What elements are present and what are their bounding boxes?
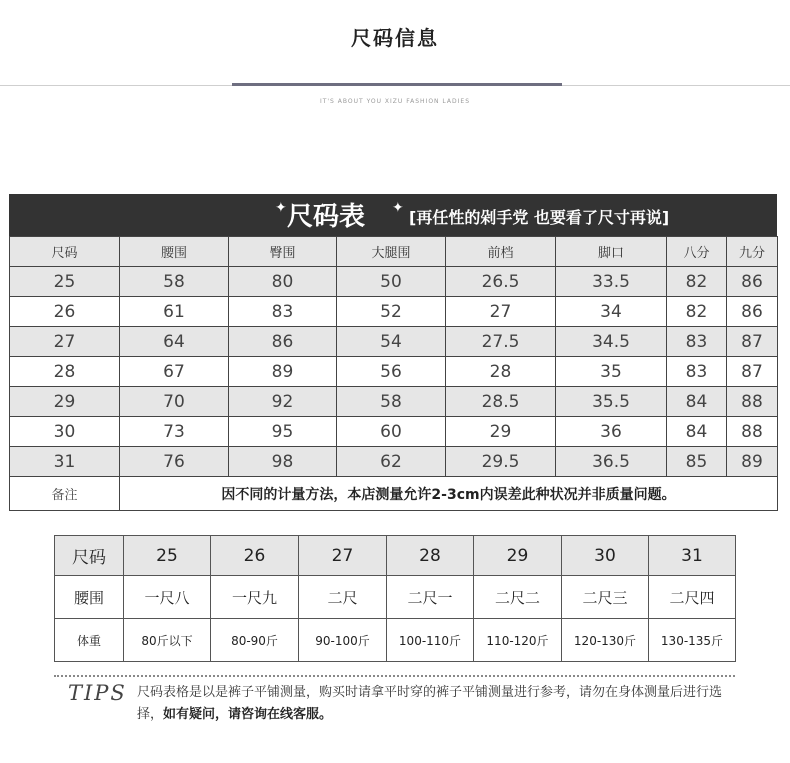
- row-label: 尺码: [55, 536, 124, 576]
- column-header: 腰围: [120, 237, 229, 267]
- table-row: [10, 387, 778, 417]
- sparkle-left-icon: ✦: [275, 200, 287, 216]
- table-cell: 二尺四: [649, 576, 736, 619]
- table-cell: 36: [556, 417, 667, 447]
- size-table-banner: [9, 194, 777, 236]
- column-header: 脚口: [556, 237, 667, 267]
- table-cell: 84: [667, 387, 727, 417]
- table-cell: 二尺一: [387, 576, 474, 619]
- table-cell: 80: [229, 267, 337, 297]
- table-cell: 110-120斤: [474, 619, 562, 662]
- tips-text-emphasis: 如有疑问，请咨询在线客服。: [163, 707, 333, 722]
- table-cell: 一尺八: [124, 576, 211, 619]
- size-table-subtitle: [再任性的剁手党 也要看了尺寸再说]: [409, 208, 670, 227]
- table-cell: 95: [229, 417, 337, 447]
- weight-table-row: [55, 619, 736, 662]
- table-cell: 26.5: [446, 267, 556, 297]
- table-cell: 83: [667, 357, 727, 387]
- table-cell: 27: [446, 297, 556, 327]
- table-cell: 90-100斤: [299, 619, 387, 662]
- column-header: 九分: [727, 237, 778, 267]
- table-cell: 28: [446, 357, 556, 387]
- table-cell: 84: [667, 417, 727, 447]
- column-header: 尺码: [10, 237, 120, 267]
- table-cell: 76: [120, 447, 229, 477]
- table-cell: 29: [10, 387, 120, 417]
- table-cell: 二尺: [299, 576, 387, 619]
- page-title: 尺码信息: [351, 26, 439, 50]
- table-cell: 35.5: [556, 387, 667, 417]
- table-cell: 87: [727, 357, 778, 387]
- tips-divider: [54, 675, 735, 677]
- weight-table-row: [55, 576, 736, 619]
- table-cell: 88: [727, 387, 778, 417]
- table-row: [10, 417, 778, 447]
- column-header: 前档: [446, 237, 556, 267]
- table-cell: 30: [562, 536, 649, 576]
- size-table: [9, 236, 778, 511]
- table-cell: 58: [120, 267, 229, 297]
- table-row: [10, 297, 778, 327]
- table-cell: 58: [337, 387, 446, 417]
- table-cell: 82: [667, 267, 727, 297]
- note-text: 因不同的计量方法，本店测量允许2-3cm内误差此种状况并非质量问题。: [120, 477, 778, 511]
- column-header: 八分: [667, 237, 727, 267]
- table-cell: 25: [10, 267, 120, 297]
- table-cell: 52: [337, 297, 446, 327]
- table-cell: 28: [10, 357, 120, 387]
- table-cell: 34: [556, 297, 667, 327]
- table-cell: 28.5: [446, 387, 556, 417]
- table-cell: 98: [229, 447, 337, 477]
- note-label: 备注: [10, 477, 120, 511]
- table-cell: 27.5: [446, 327, 556, 357]
- table-cell: 120-130斤: [562, 619, 649, 662]
- table-cell: 86: [229, 327, 337, 357]
- table-cell: 87: [727, 327, 778, 357]
- table-cell: 89: [727, 447, 778, 477]
- column-header: 大腿围: [337, 237, 446, 267]
- table-cell: 29.5: [446, 447, 556, 477]
- table-cell: 26: [10, 297, 120, 327]
- table-cell: 50: [337, 267, 446, 297]
- table-cell: 130-135斤: [649, 619, 736, 662]
- table-cell: 67: [120, 357, 229, 387]
- weight-table-row: [55, 536, 736, 576]
- table-cell: 88: [727, 417, 778, 447]
- table-cell: 85: [667, 447, 727, 477]
- table-cell: 70: [120, 387, 229, 417]
- table-row: [10, 267, 778, 297]
- table-cell: 83: [667, 327, 727, 357]
- table-cell: 30: [10, 417, 120, 447]
- size-table-title: 尺码表: [287, 202, 366, 232]
- table-cell: 27: [10, 327, 120, 357]
- table-cell: 73: [120, 417, 229, 447]
- table-cell: 56: [337, 357, 446, 387]
- table-cell: 86: [727, 297, 778, 327]
- size-table-header-row: [10, 237, 778, 267]
- table-cell: 64: [120, 327, 229, 357]
- table-cell: 92: [229, 387, 337, 417]
- table-cell: 86: [727, 267, 778, 297]
- table-cell: 一尺九: [211, 576, 299, 619]
- table-cell: 27: [299, 536, 387, 576]
- table-row: [10, 447, 778, 477]
- table-cell: 82: [667, 297, 727, 327]
- table-cell: 28: [387, 536, 474, 576]
- row-label: 腰围: [55, 576, 124, 619]
- table-row: [10, 327, 778, 357]
- weight-table: [54, 535, 736, 662]
- table-cell: 89: [229, 357, 337, 387]
- note-row: [10, 477, 778, 511]
- table-cell: 62: [337, 447, 446, 477]
- table-cell: 二尺二: [474, 576, 562, 619]
- header-accent-bar: [232, 83, 562, 86]
- table-cell: 29: [446, 417, 556, 447]
- table-cell: 31: [649, 536, 736, 576]
- table-cell: 36.5: [556, 447, 667, 477]
- table-cell: 80-90斤: [211, 619, 299, 662]
- tips-label: TIPS: [68, 681, 127, 705]
- table-cell: 100-110斤: [387, 619, 474, 662]
- table-cell: 31: [10, 447, 120, 477]
- table-cell: 60: [337, 417, 446, 447]
- table-cell: 80斤以下: [124, 619, 211, 662]
- page-subtitle: IT'S ABOUT YOU XIZU FASHION LADIES: [319, 98, 471, 105]
- table-cell: 83: [229, 297, 337, 327]
- table-row: [10, 357, 778, 387]
- table-cell: 33.5: [556, 267, 667, 297]
- table-cell: 61: [120, 297, 229, 327]
- table-cell: 二尺三: [562, 576, 649, 619]
- tips-text: [137, 682, 737, 726]
- table-cell: 54: [337, 327, 446, 357]
- table-cell: 35: [556, 357, 667, 387]
- table-cell: 26: [211, 536, 299, 576]
- table-cell: 29: [474, 536, 562, 576]
- sparkle-right-icon: ✦: [392, 200, 404, 216]
- row-label: 体重: [55, 619, 124, 662]
- table-cell: 25: [124, 536, 211, 576]
- column-header: 臀围: [229, 237, 337, 267]
- table-cell: 34.5: [556, 327, 667, 357]
- tips-text-main: 尺码表格是以是裤子平铺测量，购买时请拿平时穿的裤子平铺测量进行参考，请勿在身体测量后进行选择，: [137, 685, 723, 722]
